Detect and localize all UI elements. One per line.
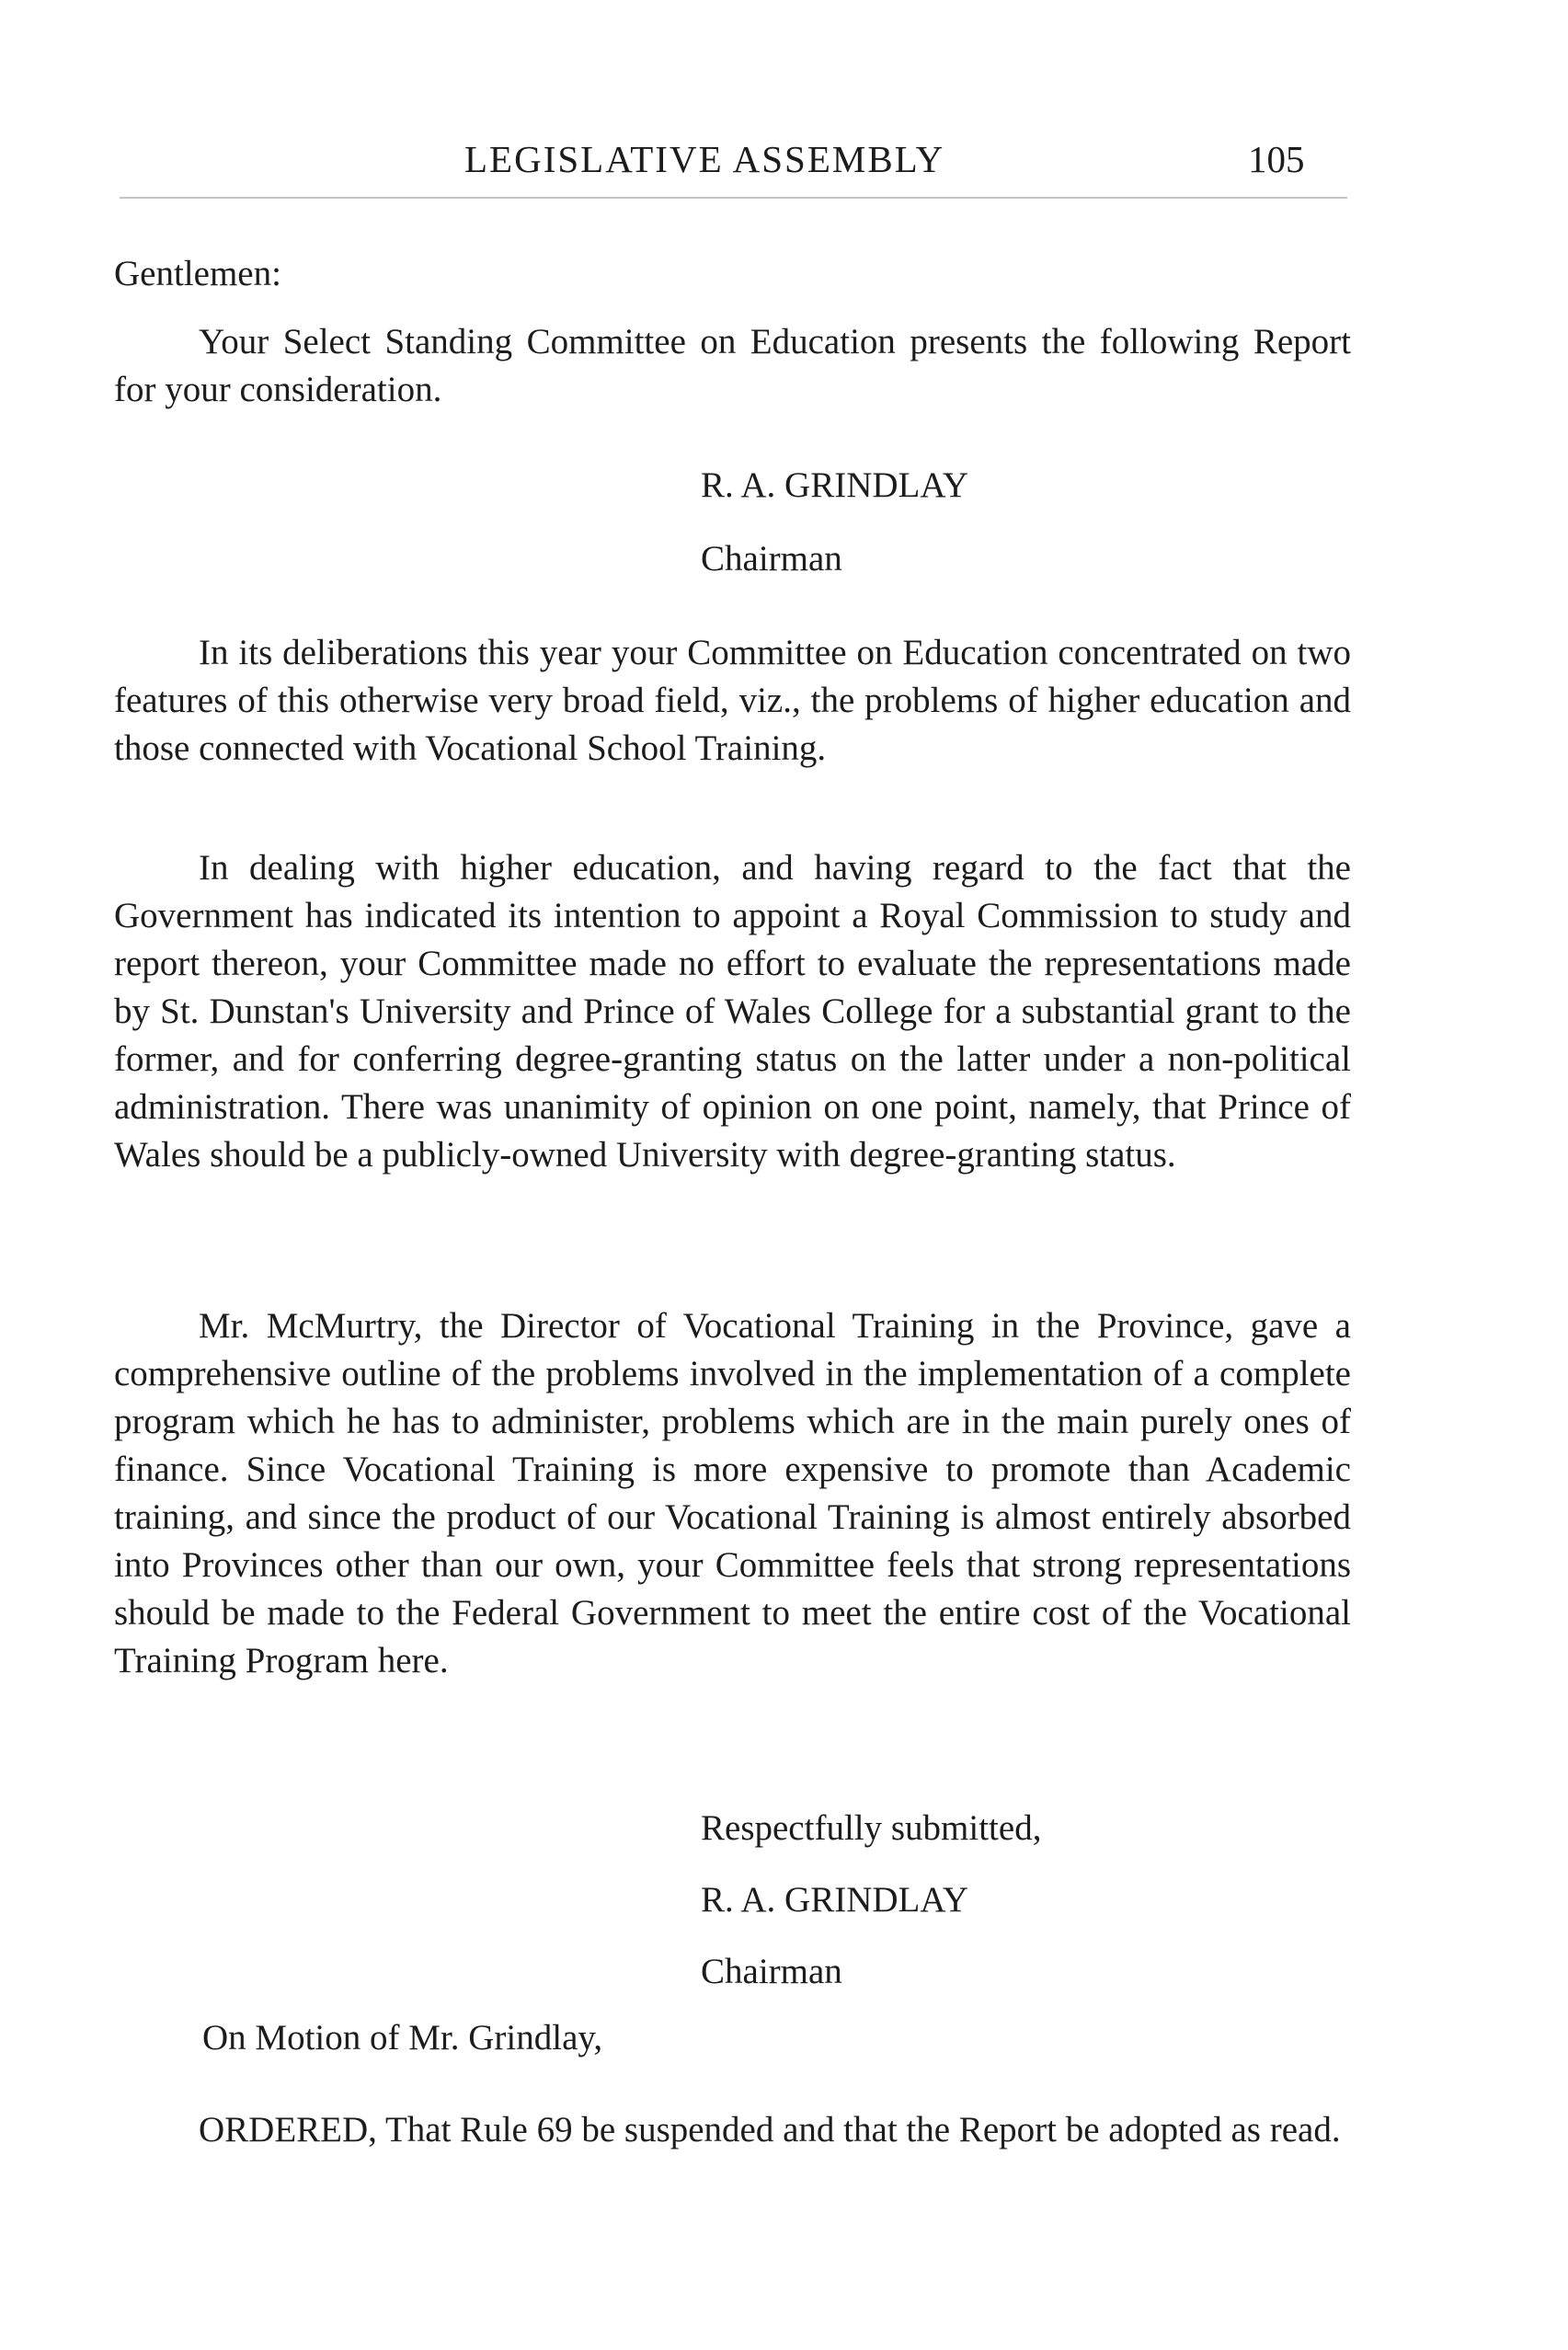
paragraph-deliberations: In its deliberations this year your Committee on Education concentrated on two features of this otherwise very broad field, viz., the problems of higher education and those connected with Vocational School Training. (114, 633, 1351, 768)
motion-line: On Motion of Mr. Grindlay, (202, 2018, 603, 2058)
page-number: 105 (1248, 138, 1305, 180)
header-rule (120, 197, 1347, 199)
closing-title: Chairman (701, 1952, 842, 1991)
paragraph-higher-education: In dealing with higher education, and having regard to the fact that the Government has indicated its intention to appoint a Royal Commission to study and report thereon, your Committee made no effort to evaluate the representations made by St. Dunstan's University and Prince of Wales College for a substantial grant to the former, and for conferring degree-granting status on the latter under a non-political administration. There was unanimity of opinion on one point, namely, that Prince of Wales should be a publicly-owned University with degree-granting status. (114, 848, 1351, 1175)
intro-paragraph: Your Select Standing Committee on Education presents the following Report for your consideration. (114, 322, 1351, 409)
page-header (0, 136, 1568, 191)
ordered-paragraph: ORDERED, That Rule 69 be suspended and that the Report be adopted as read. (199, 2110, 1341, 2149)
paragraph-higher-education-block (114, 844, 1351, 1179)
ordered-block (114, 2106, 1351, 2154)
paragraph-vocational: Mr. McMurtry, the Director of Vocational Training in the Province, gave a comprehensive outline of the problems involved in the implementation of a complete program which he has to administer, problems which are in the main purely ones of finance. Since Vocational Training is more expensive to promote than Academic training, and since the product of our Vocational Training is almost entirely absorbed into Provinces other than our own, your Committee feels that strong representations should be made to the Federal Government to meet the entire cost of the Vocational Training Program here. (114, 1306, 1351, 1680)
signature-name-1: R. A. GRINDLAY (701, 465, 969, 505)
signature-title-1: Chairman (701, 539, 842, 579)
running-title: LEGISLATIVE ASSEMBLY (464, 138, 945, 180)
salutation: Gentlemen: (114, 254, 281, 293)
paragraph-vocational-block (114, 1302, 1351, 1685)
closing-respectfully: Respectfully submitted, (701, 1808, 1042, 1848)
intro-block (114, 318, 1351, 414)
closing-name: R. A. GRINDLAY (701, 1880, 969, 1920)
paragraph-deliberations-block (114, 629, 1351, 773)
